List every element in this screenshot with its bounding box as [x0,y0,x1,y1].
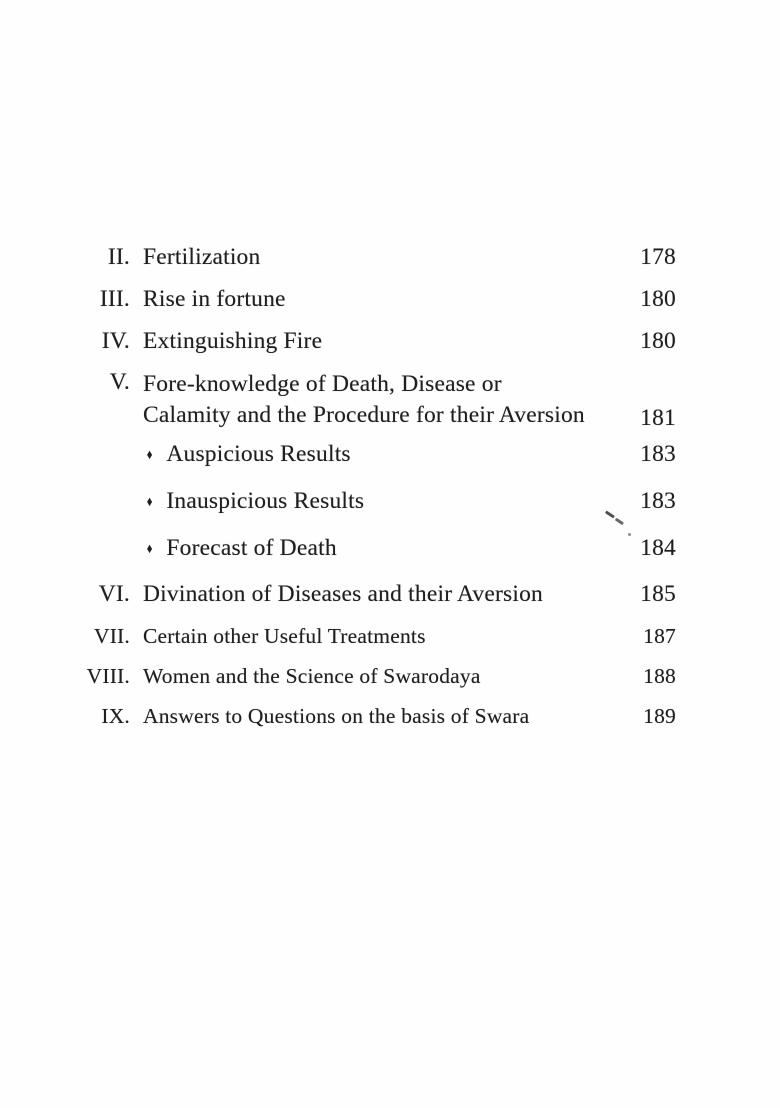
entry-page-number: 183 [640,441,676,467]
subentry-title-text: Auspicious Results [166,441,351,467]
entry-title: Women and the Science of Swarodaya [143,664,481,688]
entry-page-number: 189 [643,704,676,728]
entry-numeral: VII. [93,624,130,648]
toc-entry [78,623,676,649]
toc-entry [78,663,676,689]
subentry-title-text: Forecast of Death [166,535,337,561]
entry-page-number: 183 [640,488,676,514]
entry-page-number: 180 [640,328,676,354]
entry-numeral: VI. [98,581,130,607]
entry-title: Fertilization [143,244,261,270]
diamond-bullet-icon: ♦ [146,448,153,463]
entry-title: Certain other Useful Treatments [143,624,426,648]
toc-entry [78,328,676,354]
toc-entry [78,286,676,312]
table-of-contents [78,244,676,729]
entry-numeral: II. [107,244,130,270]
entry-page-number: 184 [640,535,676,561]
diamond-bullet-icon: ♦ [146,542,153,557]
entry-title: Rise in fortune [143,286,286,312]
entry-numeral: IX. [101,704,130,728]
entry-numeral: III. [99,286,130,312]
entry-title-line1: Fore-knowledge of Death, Disease or [143,371,502,397]
entry-page-number: 187 [643,624,676,648]
scan-artifact-dot [628,533,631,536]
entry-numeral: VIII. [86,664,130,688]
toc-subentry [78,535,676,565]
toc-entry [78,244,676,270]
entry-title-line2: Calamity and the Procedure for their Aversion [143,402,585,428]
entry-page-number: 178 [640,244,676,270]
entry-title [143,441,620,471]
entry-title [143,535,620,565]
entry-page-number: 188 [643,664,676,688]
entry-numeral: IV. [101,328,130,354]
entry-page-number: 185 [640,581,676,607]
entry-title [143,369,620,431]
entry-numeral: V. [109,369,130,395]
entry-title [143,488,620,518]
toc-subentry [78,441,676,471]
entry-title: Answers to Questions on the basis of Swara [143,704,530,728]
diamond-bullet-icon: ♦ [146,495,153,510]
toc-entry [78,703,676,729]
entry-page-number: 181 [640,405,676,431]
toc-entry [78,369,676,431]
entry-page-number: 180 [640,286,676,312]
subentry-title-text: Inauspicious Results [166,488,365,514]
toc-subentry [78,488,676,518]
entry-title: Extinguishing Fire [143,328,323,354]
entry-title: Divination of Diseases and their Aversion [143,581,544,607]
toc-entry [78,581,676,607]
